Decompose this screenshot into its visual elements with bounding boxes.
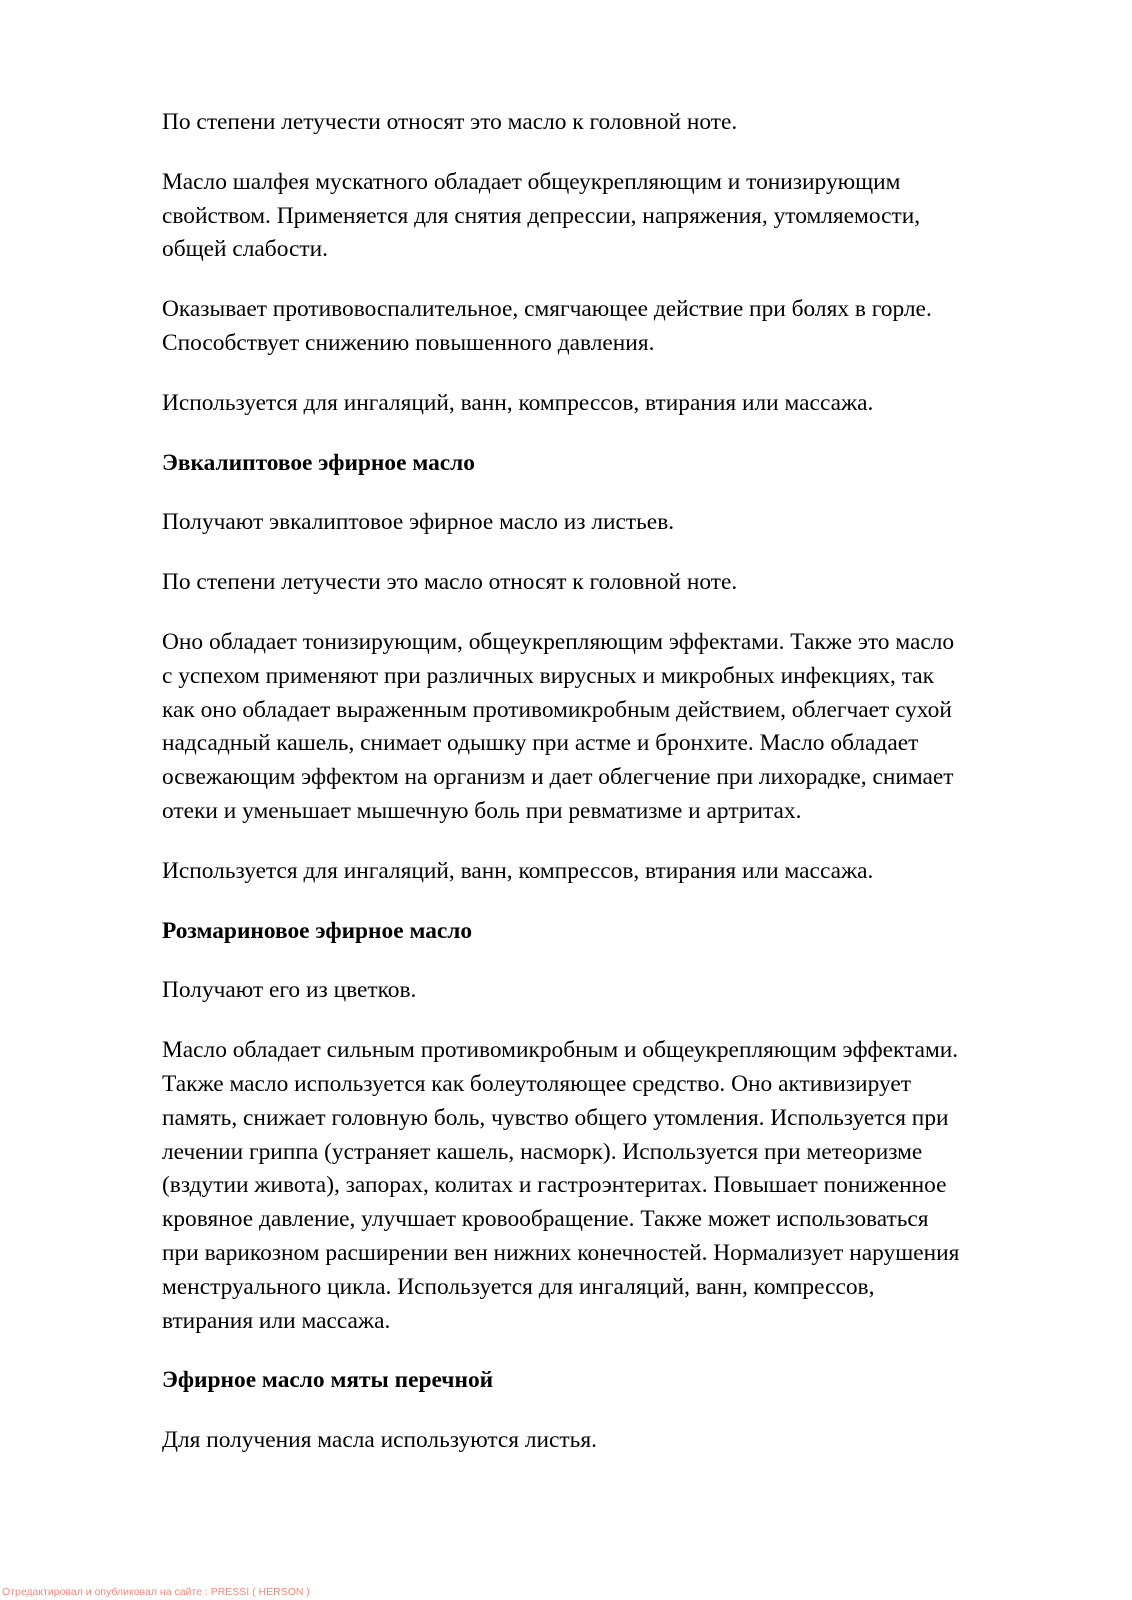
text-line: втирания или массажа.: [162, 1307, 391, 1334]
text-line: кровяное давление, улучшает кровообращение. Также может использоваться: [162, 1206, 929, 1233]
text-line: Получают эвкалиптовое эфирное масло из листьев.: [162, 509, 675, 536]
paragraph: [162, 387, 1062, 421]
text-line: общей слабости.: [162, 236, 328, 263]
paragraph: [162, 626, 1062, 829]
paragraph: [162, 855, 1062, 889]
text-line: память, снижает головную боль, чувство общего утомления. Используется при: [162, 1104, 949, 1131]
text-line: с успехом применяют при различных вирусных и микробных инфекциях, так: [162, 662, 934, 689]
text-line: Масло шалфея мускатного обладает общеукрепляющим и тонизирующим: [162, 168, 901, 195]
paragraph: [162, 1424, 1062, 1458]
document-body: [162, 106, 1062, 1484]
text-line: отеки и уменьшает мышечную боль при ревматизме и артритах.: [162, 797, 802, 824]
section-heading: Розмариновое эфирное масло: [162, 917, 473, 944]
paragraph: [162, 566, 1062, 600]
text-line: надсадный кашель, снимает одышку при астме и бронхите. Масло обладает: [162, 730, 919, 757]
footer-credit: Отредактировал и опубликовал на сайте : PRESSI ( HERSON ): [2, 1586, 310, 1598]
text-line: По степени летучести это масло относят к головной ноте.: [162, 569, 738, 596]
text-line: освежающим эффектом на организм и дает облегчение при лихорадке, снимает: [162, 764, 954, 791]
text-line: Способствует снижению повышенного давления.: [162, 329, 655, 356]
text-line: менструального цикла. Используется для ингаляций, ванн, компрессов,: [162, 1273, 875, 1300]
text-line: По степени летучести относят это масло к головной ноте.: [162, 109, 738, 135]
text-line: Используется для ингаляций, ванн, компрессов, втирания или массажа.: [162, 389, 874, 416]
text-line: Оказывает противовоспалительное, смягчающее действие при болях в горле.: [162, 296, 932, 323]
text-line: лечении гриппа (устраняет кашель, насморк). Используется при метеоризме: [162, 1138, 923, 1165]
paragraph: [162, 293, 1062, 361]
section-heading: Эфирное масло мяты перечной: [162, 1367, 494, 1394]
text-line: Используется для ингаляций, ванн, компрессов, втирания или массажа.: [162, 857, 874, 884]
paragraph: [162, 166, 1062, 267]
text-line: свойством. Применяется для снятия депрессии, напряжения, утомляемости,: [162, 202, 921, 229]
paragraph: [162, 1034, 1062, 1338]
text-line: Также масло используется как болеутоляющее средство. Оно активизирует: [162, 1070, 911, 1097]
section-heading: Эвкалиптовое эфирное масло: [162, 449, 475, 476]
text-line: Получают его из цветков.: [162, 977, 417, 1004]
text-line: Масло обладает сильным противомикробным и общеукрепляющим эффектами.: [162, 1037, 959, 1064]
text-line: при варикозном расширении вен нижних конечностей. Нормализует нарушения: [162, 1239, 960, 1266]
paragraph: [162, 106, 1062, 140]
paragraph: [162, 974, 1062, 1008]
text-line: Для получения масла используются листья.: [162, 1427, 597, 1454]
paragraph: [162, 506, 1062, 540]
text-line: как оно обладает выраженным противомикробным действием, облегчает сухой: [162, 696, 952, 723]
text-line: Оно обладает тонизирующим, общеукрепляющим эффектами. Также это масло: [162, 628, 955, 655]
text-line: (вздутии живота), запорах, колитах и гастроэнтеритах. Повышает пониженное: [162, 1172, 947, 1199]
